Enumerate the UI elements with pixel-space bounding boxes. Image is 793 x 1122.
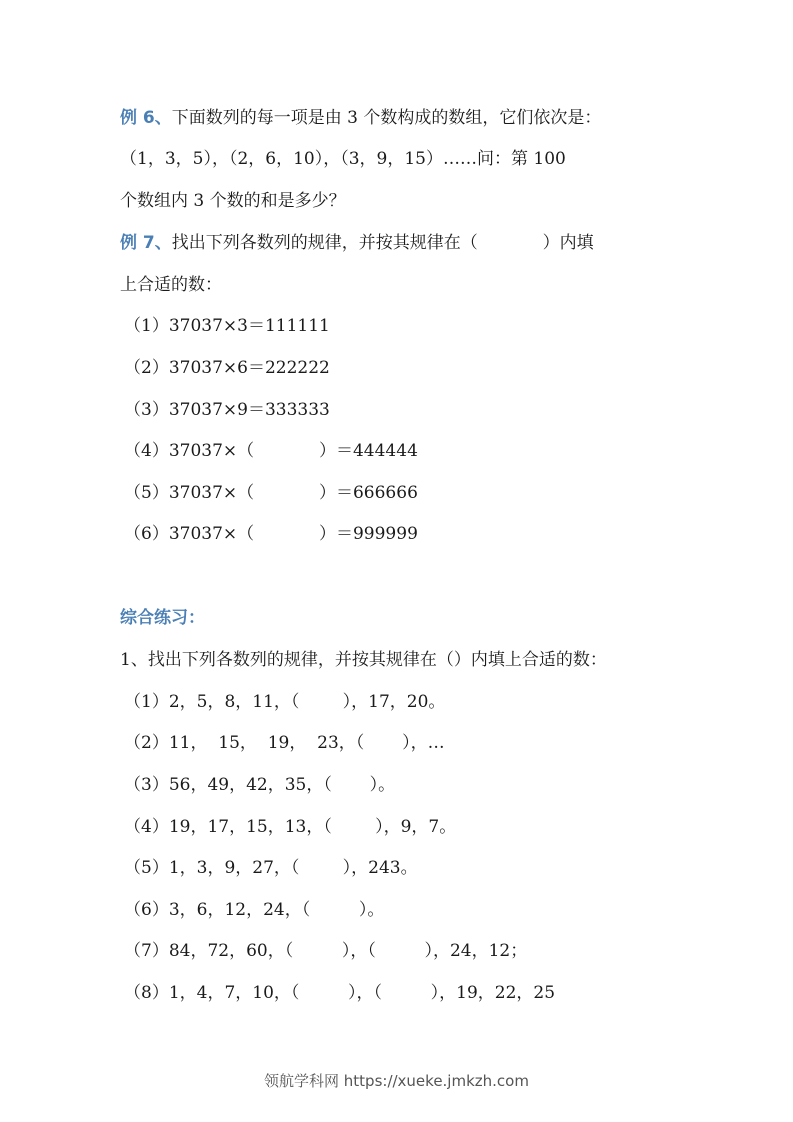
example-7-item: （1）37037×3＝111111 [124, 316, 330, 336]
example-7-item: （3）37037×9＝333333 [124, 400, 330, 420]
example-7-item: （4）37037×（ ）＝444444 [124, 441, 418, 461]
example-7-item: （2）37037×6＝222222 [124, 358, 330, 378]
example-6-line-1 [120, 106, 601, 130]
example-6-line-3: 个数组内 3 个数的和是多少？ [120, 191, 346, 211]
practice-heading: 综合练习： [120, 608, 205, 628]
practice-item: （7）84，72，60，（ ），（ ），24，12； [124, 941, 528, 961]
example-7-item: （6）37037×（ ）＝999999 [124, 524, 418, 544]
practice-question: 1、找出下列各数列的规律，并按其规律在（）内填上合适的数： [120, 650, 607, 670]
practice-item: （4）19，17，15，13，（ ），9，7。 [124, 817, 457, 837]
example-7-text-1: 找出下列各数列的规律，并按其规律在（ ）内填 [171, 233, 594, 253]
practice-item: （2）11， 15， 19， 23，（ ），… [124, 733, 445, 753]
practice-item: （3）56，49，42，35，（ ）。 [124, 775, 396, 795]
example-7-item: （5）37037×（ ）＝666666 [124, 483, 418, 503]
example-6-label: 例 6、 [120, 108, 172, 128]
practice-item: （5）1，3，9，27，（ ），243。 [124, 858, 418, 878]
page-footer: 领航学科网 https://xueke.jmkzh.com [264, 1072, 529, 1090]
practice-item: （8）1，4，7，10，（ ），（ ），19，22，25 [124, 983, 556, 1003]
practice-item: （1）2，5，8，11，（ ），17，20。 [124, 692, 446, 712]
example-6-text-1: 下面数列的每一项是由 3 个数构成的数组，它们依次是： [171, 108, 602, 128]
example-7-line-1 [120, 231, 594, 255]
practice-item: （6）3，6，12，24，（ ）。 [124, 900, 385, 920]
example-6-line-2: （1，3，5），（2，6，10），（3，9，15）……问：第 100 [120, 149, 566, 169]
example-7-line-2: 上合适的数： [120, 275, 222, 295]
example-7-label: 例 7、 [120, 233, 172, 253]
